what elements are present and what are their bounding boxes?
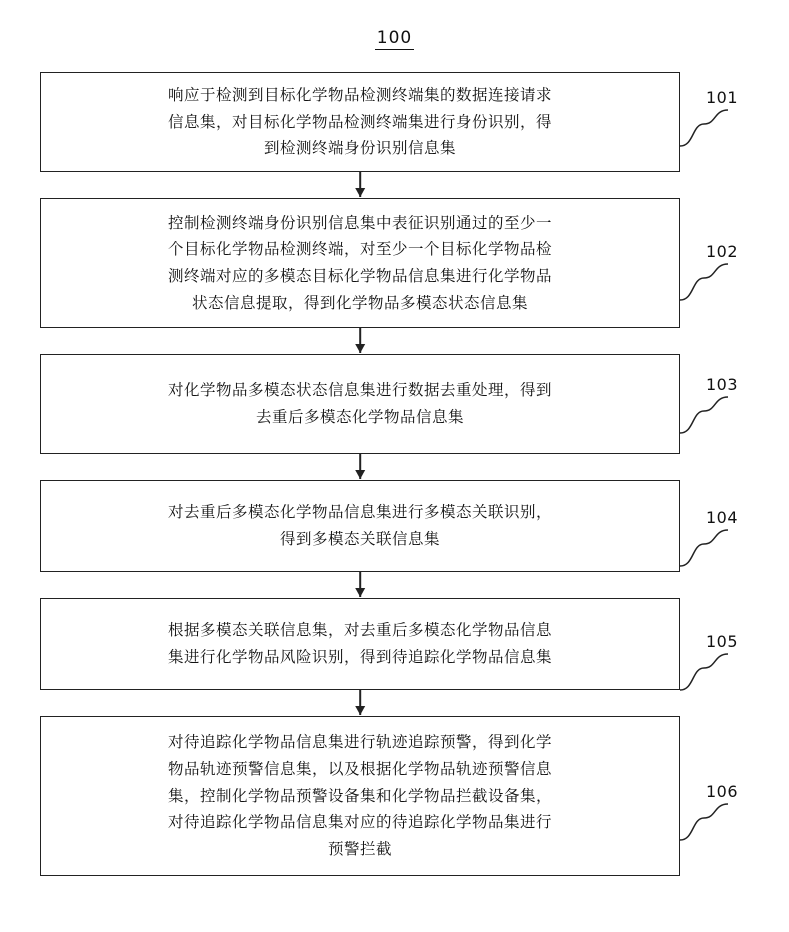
figure-number	[0, 28, 789, 50]
arrow-connector	[359, 327, 361, 353]
flow-step-text: 响应于检测到目标化学物品检测终端集的数据连接请求 信息集，对目标化学物品检测终端集进行身份识别，得 到检测终端身份识别信息集	[167, 86, 552, 158]
arrow-connector	[359, 453, 361, 479]
step-label-102: 102	[706, 242, 739, 261]
step-label-101: 101	[706, 88, 739, 107]
flow-step-104	[40, 480, 680, 572]
flow-step-text: 根据多模态关联信息集，对去重后多模态化学物品信息 集进行化学物品风险识别，得到待追踪化学物品信息集	[167, 621, 552, 666]
flow-step-103	[40, 354, 680, 454]
flow-step-text: 对去重后多模态化学物品信息集进行多模态关联识别， 得到多模态关联信息集	[167, 503, 552, 548]
flow-step-text: 控制检测终端身份识别信息集中表征识别通过的至少一 个目标化学物品检测终端，对至少一个目标化学物品检 测终端对应的多模态目标化学物品信息集进行化学物品 状态信息提取，得到化学物品多模态状态信息集	[167, 213, 552, 312]
step-label-104: 104	[706, 508, 739, 527]
arrow-connector	[359, 689, 361, 715]
step-label-106: 106	[706, 782, 739, 801]
flow-step-101	[40, 72, 680, 172]
flow-step-text: 对化学物品多模态状态信息集进行数据去重处理，得到 去重后多模态化学物品信息集	[167, 381, 552, 426]
figure-number-value: 100	[376, 28, 413, 48]
flow-step-102	[40, 198, 680, 328]
arrow-connector	[359, 571, 361, 597]
flow-step-text: 对待追踪化学物品信息集进行轨迹追踪预警，得到化学 物品轨迹预警信息集，以及根据化学物品轨迹预警信息 集，控制化学物品预警设备集和化学物品拦截设备集， 对待追踪化学物品信息集对应的待追踪化学物品集进行 预警拦截	[167, 733, 552, 858]
flow-step-106	[40, 716, 680, 876]
flow-column	[40, 72, 680, 876]
flow-step-105	[40, 598, 680, 690]
arrow-connector	[359, 171, 361, 197]
step-label-105: 105	[706, 632, 739, 651]
step-label-103: 103	[706, 375, 739, 394]
